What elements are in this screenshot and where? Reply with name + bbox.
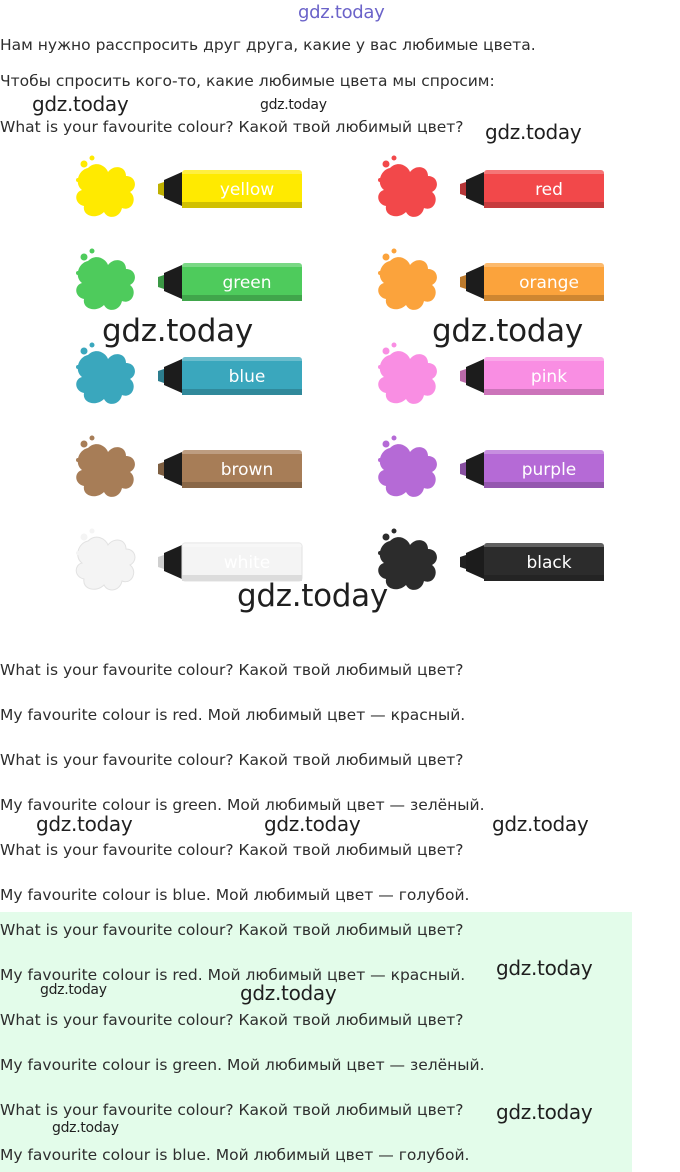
colour-marker-green — [70, 243, 310, 323]
marker-label: red — [535, 180, 563, 200]
watermark: gdz.today — [496, 1100, 593, 1124]
watermark: gdz.today — [237, 578, 388, 614]
dialog-line: My favourite colour is red. Мой любимый цвет — красный. — [0, 706, 466, 724]
paint-splat-icon — [76, 249, 135, 310]
colour-marker-orange — [372, 243, 612, 323]
answer-line: My favourite colour is red. Мой любимый цвет — красный. — [0, 966, 466, 984]
paint-splat-icon — [378, 156, 437, 217]
paint-splat-icon — [76, 436, 135, 497]
watermark: gdz.today — [40, 982, 107, 998]
watermark: gdz.today — [492, 812, 589, 836]
dialog-line: My favourite colour is blue. Мой любимый цвет — голубой. — [0, 886, 470, 904]
answer-line: What is your favourite colour? Какой твой любимый цвет? — [0, 1101, 464, 1119]
marker-label: brown — [220, 460, 274, 480]
paint-splat-icon — [378, 343, 437, 404]
marker-icon — [460, 170, 604, 208]
watermark: gdz.today — [260, 97, 327, 113]
marker-label: white — [223, 553, 271, 573]
marker-label: green — [222, 273, 272, 293]
watermark: gdz.today — [52, 1120, 119, 1136]
intro-line-1: Нам нужно расспросить друг друга, какие у вас любимые цвета. — [0, 36, 536, 54]
dialog-line: What is your favourite colour? Какой твой любимый цвет? — [0, 841, 464, 859]
answer-line: What is your favourite colour? Какой твой любимый цвет? — [0, 921, 464, 939]
marker-label: black — [526, 553, 572, 573]
watermark: gdz.today — [298, 2, 385, 23]
colour-marker-red — [372, 150, 612, 230]
colour-marker-brown — [70, 430, 310, 510]
dialog-line: My favourite colour is green. Мой любимый цвет — зелёный. — [0, 796, 485, 814]
watermark: gdz.today — [264, 812, 361, 836]
paint-splat-icon — [76, 343, 135, 404]
colour-marker-black — [372, 523, 612, 603]
answer-line: What is your favourite colour? Какой твой любимый цвет? — [0, 1011, 464, 1029]
paint-splat-icon — [378, 436, 437, 497]
watermark: gdz.today — [485, 120, 582, 144]
watermark: gdz.today — [102, 313, 253, 349]
marker-label: yellow — [219, 180, 275, 200]
intro-line-2: Чтобы спросить кого-то, какие любимые цвета мы спросим: — [0, 72, 495, 90]
answer-line: My favourite colour is green. Мой любимый цвет — зелёный. — [0, 1056, 485, 1074]
colour-marker-pink — [372, 337, 612, 417]
dialog-line: What is your favourite colour? Какой твой любимый цвет? — [0, 661, 464, 679]
intro-question: What is your favourite colour? Какой твой любимый цвет? — [0, 118, 464, 136]
paint-splat-icon — [76, 529, 135, 590]
marker-label: orange — [519, 273, 579, 293]
watermark: gdz.today — [36, 812, 133, 836]
colour-marker-blue — [70, 337, 310, 417]
paint-splat-icon — [378, 249, 437, 310]
marker-label: purple — [521, 460, 577, 480]
paint-splat-icon — [76, 156, 135, 217]
colour-marker-purple — [372, 430, 612, 510]
watermark: gdz.today — [432, 313, 583, 349]
colour-marker-yellow — [70, 150, 310, 230]
watermark: gdz.today — [496, 956, 593, 980]
answer-line: My favourite colour is blue. Мой любимый цвет — голубой. — [0, 1146, 470, 1164]
watermark: gdz.today — [32, 92, 129, 116]
dialog-line: What is your favourite colour? Какой твой любимый цвет? — [0, 751, 464, 769]
marker-label: pink — [530, 367, 568, 387]
watermark: gdz.today — [240, 981, 337, 1005]
marker-label: blue — [228, 367, 266, 387]
